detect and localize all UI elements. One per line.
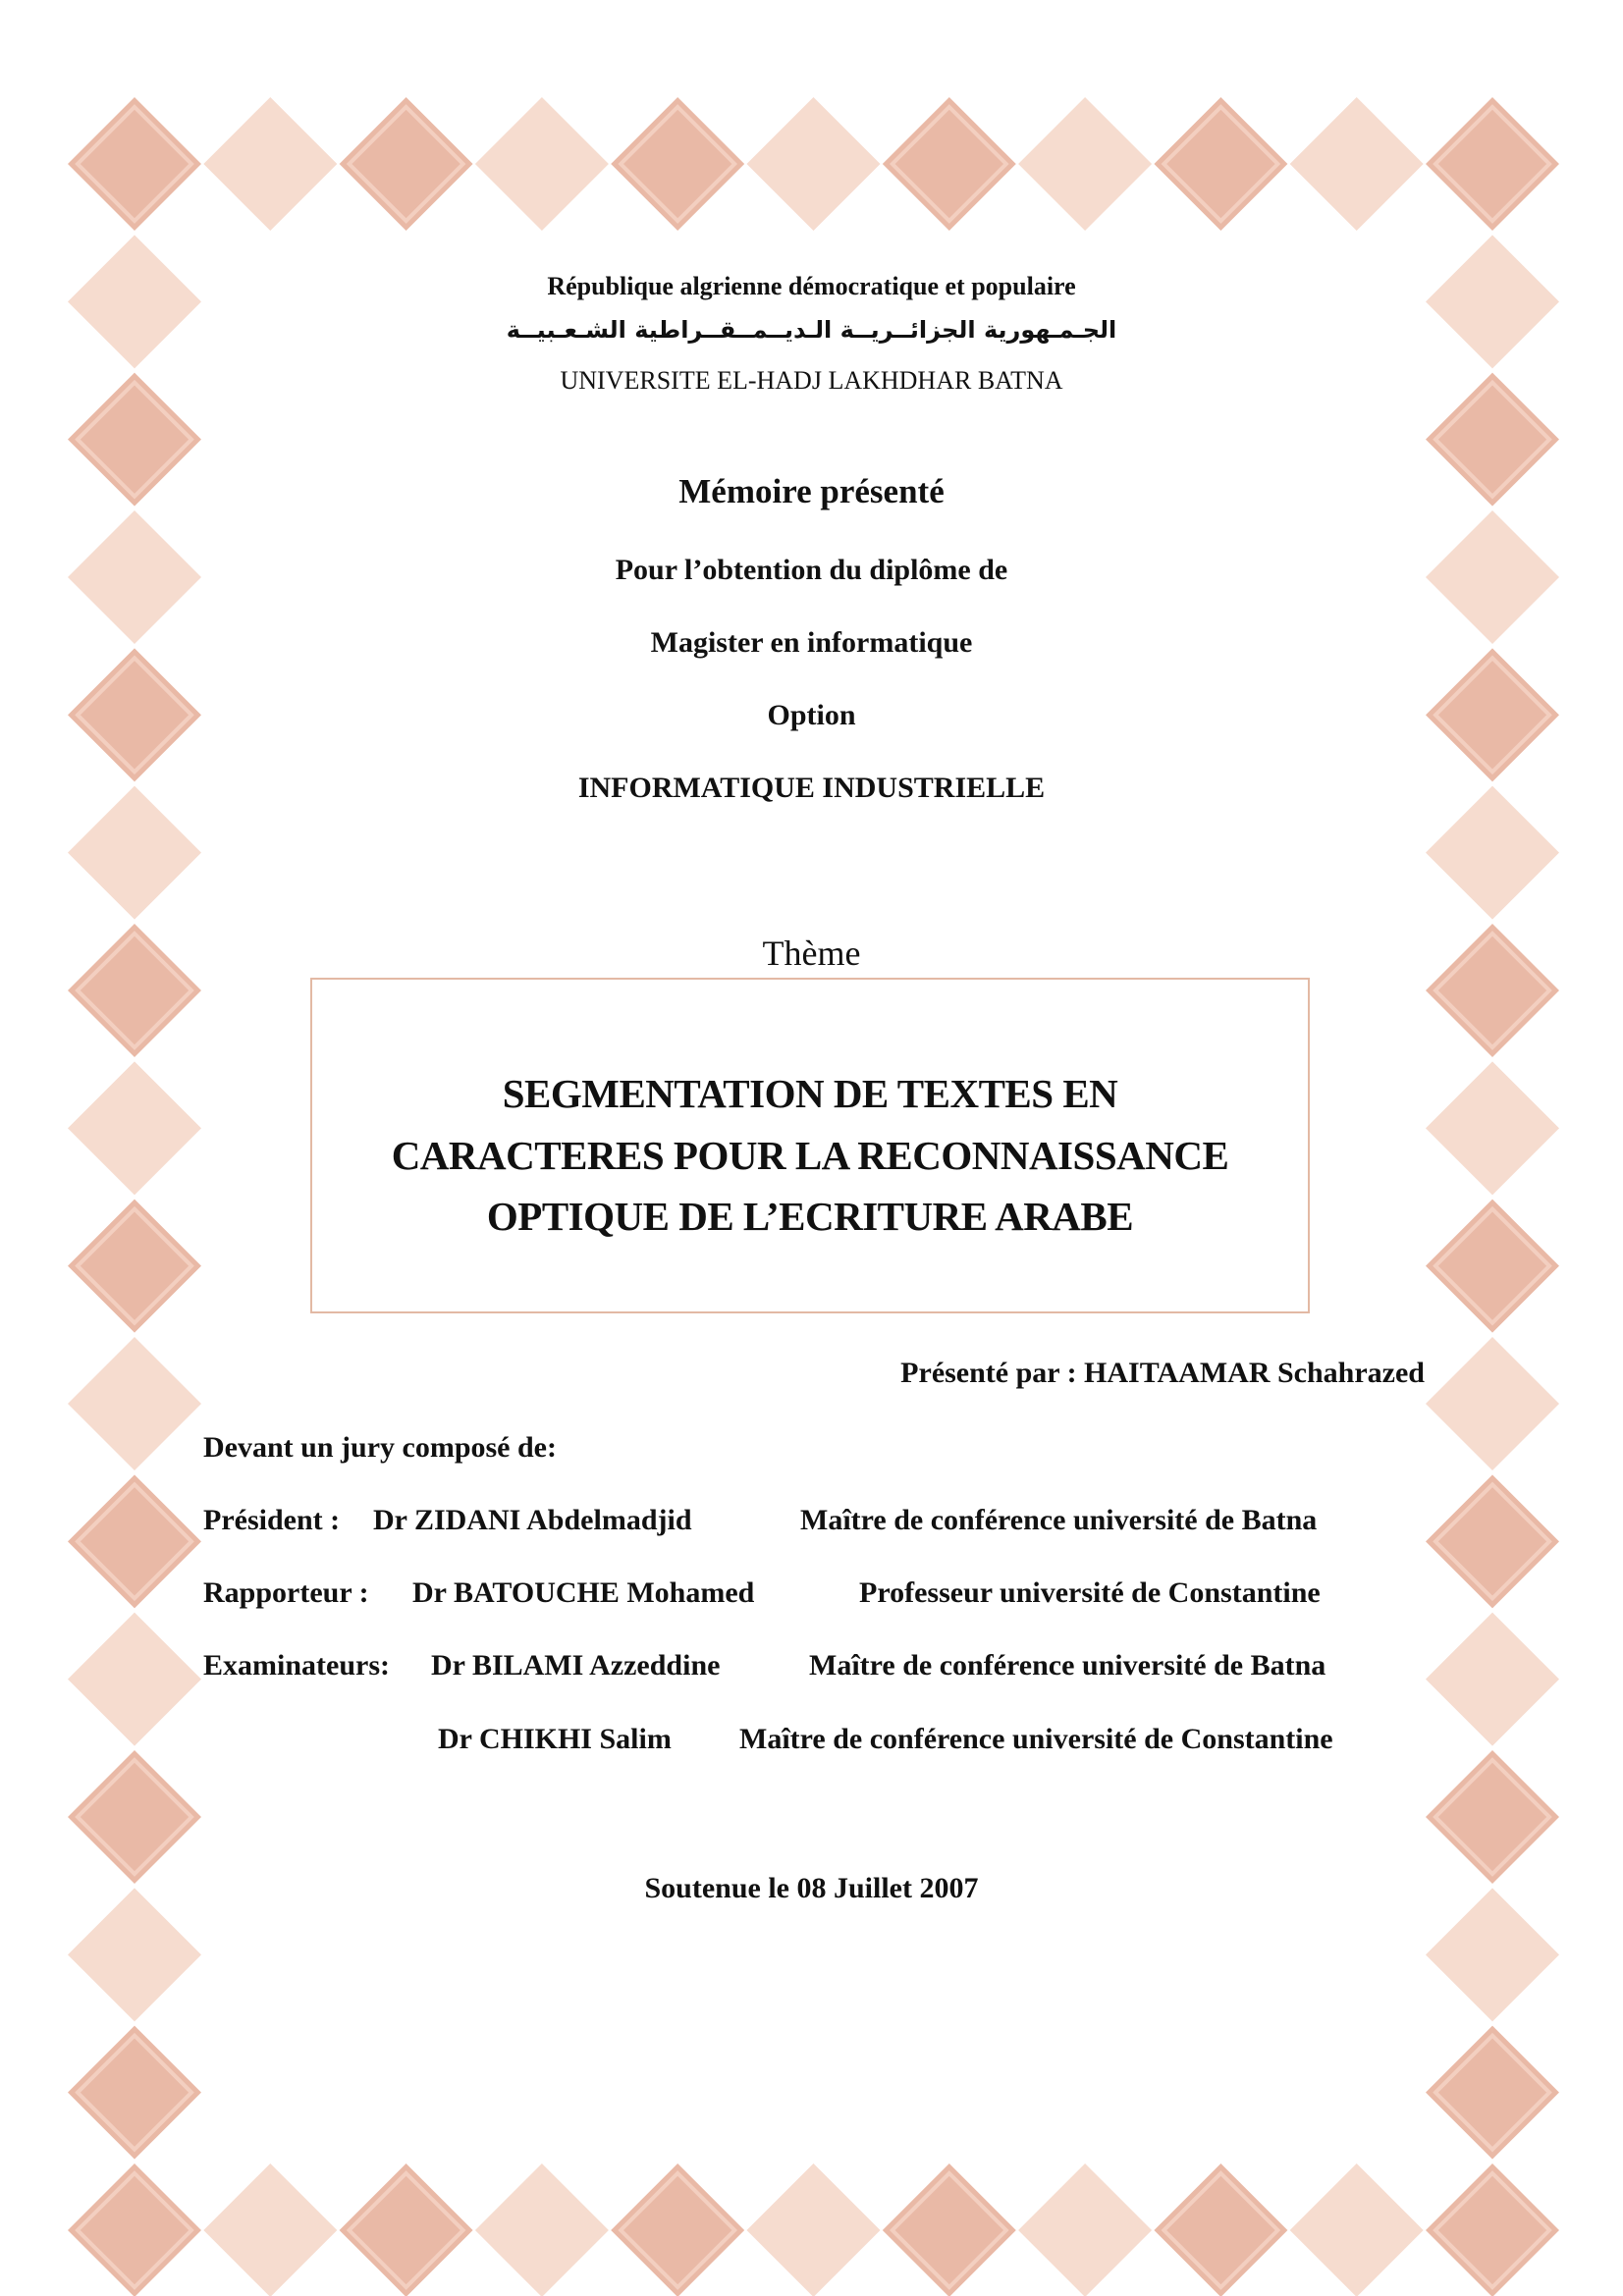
border-diamond bbox=[1018, 97, 1152, 231]
border-diamond bbox=[883, 97, 1016, 231]
defense-date: Soutenue le 08 Juillet 2007 bbox=[644, 1872, 979, 1904]
jury-role-examinateurs: Examinateurs: bbox=[203, 1649, 390, 1682]
border-diamond bbox=[1426, 2163, 1559, 2296]
jury-title-examinateur-1: Maître de conférence université de Batna bbox=[809, 1649, 1326, 1682]
speciality-name: INFORMATIQUE INDUSTRIELLE bbox=[577, 772, 1046, 804]
border-diamond bbox=[1426, 1474, 1559, 1608]
border-diamond bbox=[68, 1888, 201, 2021]
border-diamond bbox=[68, 2163, 201, 2296]
jury-name-examinateur-1: Dr BILAMI Azzeddine bbox=[431, 1649, 721, 1682]
jury-intro: Devant un jury composé de: bbox=[203, 1431, 557, 1464]
border-diamond bbox=[1426, 1750, 1559, 1884]
border-diamond bbox=[747, 2163, 881, 2296]
obtention-line: Pour l’obtention du diplôme de bbox=[615, 554, 1008, 586]
border-diamond bbox=[1426, 1061, 1559, 1195]
border-diamond bbox=[747, 97, 881, 231]
border-diamond bbox=[1426, 1888, 1559, 2021]
border-diamond bbox=[611, 2163, 744, 2296]
border-diamond bbox=[68, 235, 201, 368]
border-diamond bbox=[1426, 97, 1559, 231]
border-diamond bbox=[340, 97, 473, 231]
border-diamond bbox=[68, 2026, 201, 2160]
jury-name-president: Dr ZIDANI Abdelmadjid bbox=[373, 1504, 692, 1536]
jury-role-rapporteur: Rapporteur : bbox=[203, 1576, 369, 1609]
border-diamond bbox=[1426, 2026, 1559, 2160]
border-diamond bbox=[203, 2163, 337, 2296]
thesis-title-line-3: OPTIQUE DE L’ECRITURE ARABE bbox=[486, 1194, 1134, 1239]
jury-title-president: Maître de conférence université de Batna bbox=[800, 1504, 1318, 1536]
border-diamond bbox=[1426, 235, 1559, 368]
option-label: Option bbox=[767, 699, 856, 731]
republic-name: République algrienne démocratique et populaire bbox=[547, 272, 1076, 300]
theme-label: Thème bbox=[762, 934, 861, 973]
border-diamond bbox=[475, 2163, 609, 2296]
border-diamond bbox=[1154, 2163, 1287, 2296]
memoire-heading: Mémoire présenté bbox=[678, 472, 945, 510]
border-diamond bbox=[68, 1474, 201, 1608]
jury-role-president: Président : bbox=[203, 1504, 341, 1536]
border-diamond bbox=[1018, 2163, 1152, 2296]
thesis-title-line-1: SEGMENTATION DE TEXTES EN bbox=[502, 1071, 1118, 1116]
republic-name-arabic: الجـمـهورية الجزائــريــة الـديــمــقــراطية الشـعـبيــة bbox=[506, 316, 1117, 344]
border-diamond bbox=[1154, 97, 1287, 231]
jury-title-rapporteur: Professeur université de Constantine bbox=[859, 1576, 1321, 1609]
border-diamond bbox=[68, 1750, 201, 1884]
border-diamond bbox=[475, 97, 609, 231]
degree-name: Magister en informatique bbox=[650, 626, 973, 659]
border-diamond bbox=[68, 97, 201, 231]
thesis-title-line-2: CARACTERES POUR LA RECONNAISSANCE bbox=[391, 1133, 1229, 1178]
border-diamond bbox=[68, 1613, 201, 1746]
border-diamond bbox=[1290, 2163, 1424, 2296]
university-name: UNIVERSITE EL-HADJ LAKHDHAR BATNA bbox=[560, 366, 1063, 395]
border-diamond bbox=[68, 786, 201, 920]
jury-name-examinateur-2: Dr CHIKHI Salim bbox=[438, 1723, 672, 1755]
border-diamond bbox=[1290, 97, 1424, 231]
border-diamond bbox=[883, 2163, 1016, 2296]
border-diamond bbox=[611, 97, 744, 231]
border-diamond bbox=[1426, 1613, 1559, 1746]
border-diamond bbox=[68, 1200, 201, 1333]
border-diamond bbox=[68, 1337, 201, 1470]
border-diamond bbox=[203, 97, 337, 231]
jury-name-rapporteur: Dr BATOUCHE Mohamed bbox=[412, 1576, 755, 1609]
jury-title-examinateur-2: Maître de conférence université de Constantine bbox=[739, 1723, 1333, 1755]
border-diamond bbox=[1426, 1200, 1559, 1333]
border-diamond bbox=[340, 2163, 473, 2296]
border-diamond bbox=[1426, 786, 1559, 920]
border-diamond bbox=[68, 1061, 201, 1195]
border-diamond bbox=[1426, 1337, 1559, 1470]
presented-by: Présenté par : HAITAAMAR Schahrazed bbox=[900, 1357, 1425, 1389]
thesis-title-box bbox=[310, 978, 1310, 1313]
